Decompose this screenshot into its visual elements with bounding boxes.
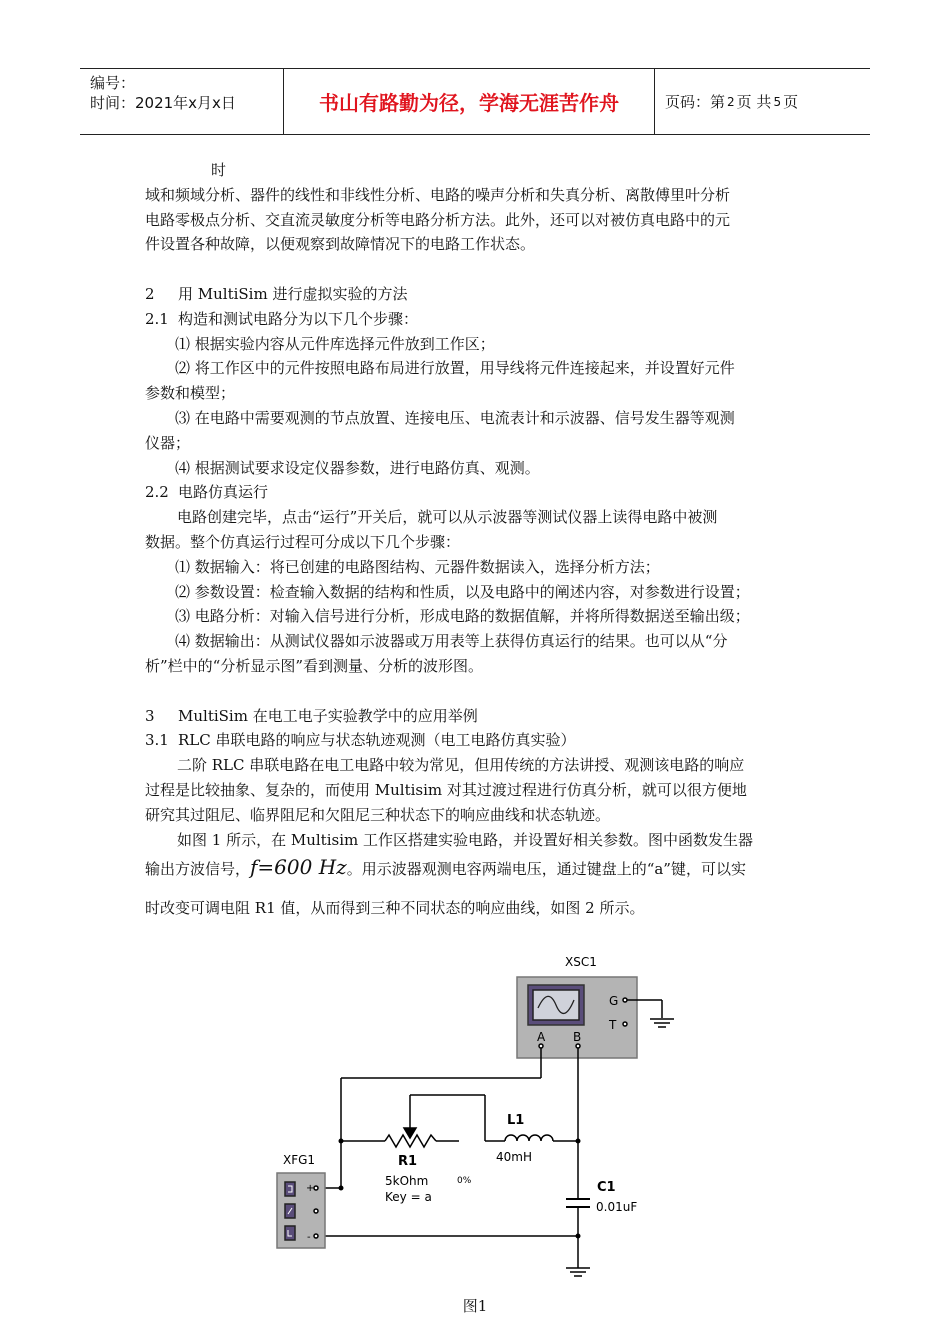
r1-percent: 0% bbox=[457, 1176, 472, 1186]
l1-value: 40mH bbox=[496, 1150, 532, 1164]
frequency-formula: f=600 Hz bbox=[250, 855, 347, 880]
page-mid: 页 共 bbox=[736, 93, 772, 111]
r1-key: Key = a bbox=[385, 1190, 432, 1204]
paragraph-line: 研究其过阻尼、临界阻尼和欠阻尼三种状态下的响应曲线和状态轨迹。 bbox=[145, 805, 611, 824]
scope-label: XSC1 bbox=[565, 955, 597, 969]
paragraph-line: 过程是比较抽象、复杂的，而使用 Multisim 对其过渡过程进行仿真分析，就可以很方便地 bbox=[145, 780, 747, 799]
paragraph-line: 如图 1 所示，在 Multisim 工作区搭建实验电路，并设置好相关参数。图中函数发生器 bbox=[177, 830, 753, 849]
list-item-cont: 仪器； bbox=[145, 433, 191, 452]
figure-caption: 图1 bbox=[462, 1297, 488, 1315]
section-heading-2-2: 2.2 电路仿真运行 bbox=[145, 483, 269, 502]
time-label: 时间：2021年x月x日 bbox=[90, 94, 236, 112]
header-motto: 书山有路勤为径，学海无涯苦作舟 bbox=[283, 69, 655, 134]
scope-t-label: T bbox=[609, 1018, 617, 1032]
c1-value: 0.01uF bbox=[596, 1200, 638, 1214]
fg-label: XFG1 bbox=[283, 1153, 316, 1167]
paragraph-line: 时改变可调电阻 R1 值，从而得到三种不同状态的响应曲线，如图 2 所示。 bbox=[145, 899, 645, 918]
page-current: 2 bbox=[727, 94, 735, 109]
scope-g-label: G bbox=[609, 994, 619, 1008]
paragraph-line: 电路零极点分析、交直流灵敏度分析等电路分析方法。此外，还可以对被仿真电路中的元 bbox=[145, 210, 731, 229]
section-heading-2: 2 用 MultiSim 进行虚拟实验的方法 bbox=[145, 284, 408, 303]
r1-value: 5kOhm bbox=[385, 1174, 429, 1188]
fg-minus-label: - bbox=[307, 1232, 311, 1243]
paragraph-line: 二阶 RLC 串联电路在电工电路中较为常见，但用传统的方法讲授、观测该电路的响应 bbox=[177, 756, 745, 775]
r1-label: R1 bbox=[398, 1154, 418, 1169]
paragraph-line: 时 bbox=[211, 161, 227, 179]
list-item: ⑶ 电路分析：对输入信号进行分析，形成电路的数据值解，并将所得数据送至输出级； bbox=[175, 607, 750, 626]
fg-plus-label: + bbox=[306, 1183, 315, 1194]
paragraph-line: 数据。整个仿真运行过程可分成以下几个步骤： bbox=[145, 532, 461, 551]
scope-a-label: A bbox=[537, 1030, 546, 1044]
list-item: ⑶ 在电路中需要观测的节点放置、连接电压、电流表计和示波器、信号发生器等观测 bbox=[175, 408, 735, 427]
scope-b-label: B bbox=[573, 1030, 582, 1044]
list-item-cont: 析”栏中的“分析显示图”看到测量、分析的波形图。 bbox=[145, 656, 484, 675]
list-item: ⑷ 数据输出：从测试仪器如示波器或万用表等上获得仿真运行的结果。也可以从“分 bbox=[175, 632, 728, 651]
list-item: ⑵ 参数设置：检查输入数据的结构和性质，以及电路中的阐述内容，对参数进行设置； bbox=[175, 582, 750, 601]
paragraph-line: 电路创建完毕，点击“运行”开关后，就可以从示波器等测试仪器上读得电路中被测 bbox=[177, 508, 718, 527]
page-prefix: 页码：第 bbox=[665, 93, 726, 111]
c1-label: C1 bbox=[597, 1180, 616, 1195]
paragraph-line: 件设置各种故障，以便观察到故障情况下的电路工作状态。 bbox=[145, 235, 536, 254]
list-item: ⑴ 数据输入：将已创建的电路图结构、元器件数据读入，选择分析方法； bbox=[175, 557, 660, 576]
section-heading-2-1: 2.1 构造和测试电路分为以下几个步骤： bbox=[145, 309, 419, 328]
list-item-cont: 参数和模型； bbox=[145, 384, 236, 403]
list-item: ⑴ 根据实验内容从元件库选择元件放到工作区； bbox=[175, 334, 495, 353]
list-item: ⑵ 将工作区中的元件按照电路布局进行放置，用导线将元件连接起来，并设置好元件 bbox=[175, 359, 735, 378]
paragraph-line: 域和频域分析、器件的线性和非线性分析、电路的噪声分析和失真分析、离散傅里叶分析 bbox=[145, 185, 731, 204]
paragraph-line-with-formula: 输出方波信号，f=600 Hz。用示波器观测电容两端电压，通过键盘上的“a”键，可以实 bbox=[145, 855, 746, 880]
l1-label: L1 bbox=[507, 1113, 525, 1128]
section-heading-3: 3 MultiSim 在电工电子实验教学中的应用举例 bbox=[145, 706, 478, 725]
section-heading-3-1: 3.1 RLC 串联电路的响应与状态轨迹观测（电工电路仿真实验） bbox=[145, 731, 576, 750]
page-total: 5 bbox=[773, 94, 782, 109]
list-item: ⑷ 根据测试要求设定仪器参数，进行电路仿真、观测。 bbox=[175, 458, 540, 477]
number-label: 编号： bbox=[90, 74, 136, 92]
page-suffix: 页 bbox=[783, 93, 799, 111]
